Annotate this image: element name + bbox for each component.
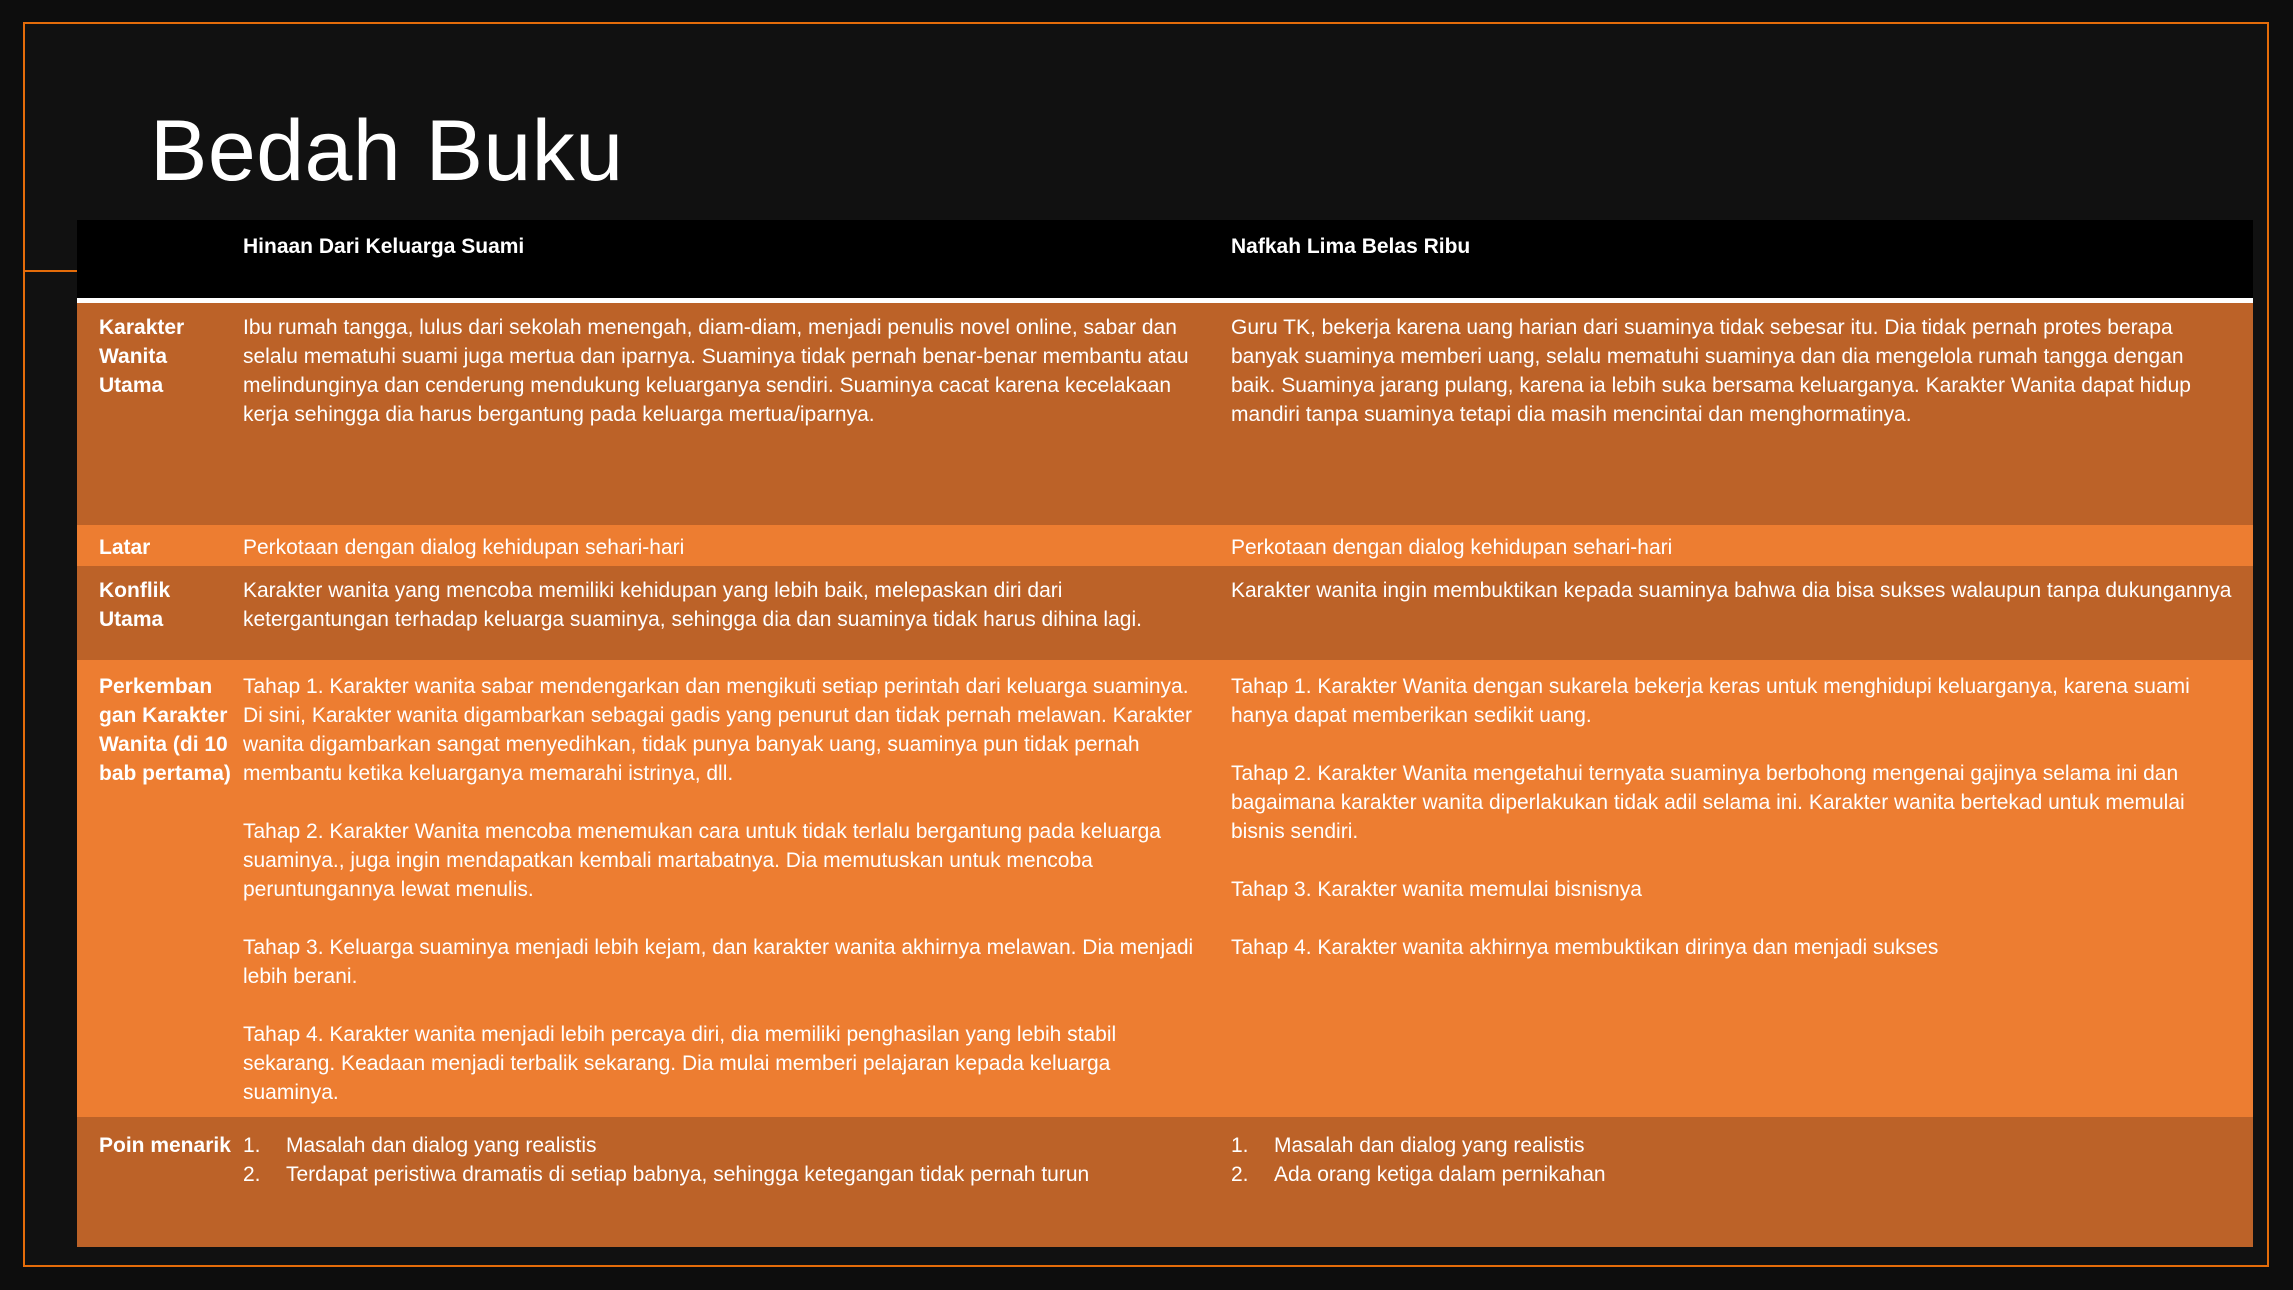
- list-item: [243, 1160, 1211, 1189]
- list-number: 2.: [1231, 1163, 1249, 1186]
- header-book-1: Hinaan Dari Keluarga Suami: [243, 220, 1231, 301]
- table-row: [77, 1117, 2253, 1247]
- header-book-2: Nafkah Lima Belas Ribu: [1231, 220, 2253, 301]
- stage-paragraph: Tahap 4. Karakter wanita menjadi lebih percaya diri, dia memiliki penghasilan yang lebih stabil sekarang. Keadaan menjadi terbalik sekarang. Dia mulai memberi pelajaran kepada keluarga suaminya.: [243, 1023, 1117, 1104]
- row-label-konflik: Konflik Utama: [77, 566, 243, 660]
- row-label-poin: Poin menarik: [77, 1117, 243, 1247]
- title-accent-line: [23, 270, 77, 272]
- points-list: [1231, 1131, 2233, 1189]
- row-label-karakter: Karakter Wanita Utama: [77, 301, 243, 526]
- stage-paragraph: Tahap 1. Karakter wanita sabar mendengarkan dan mengikuti setiap perintah dari keluarga suaminya. Di sini, Karakter wanita digambarkan sebagai gadis yang penurut dan tidak pernah melawan. Karakter wanita digambarkan sangat menyedihkan, tidak punya banyak uang, suaminya pun tidak pernah membantu ketika keluarganya memarahi istrinya, dll.: [243, 675, 1193, 785]
- row-label-perkembangan: Perkemban gan Karakter Wanita (di 10 bab pertama): [77, 660, 243, 1117]
- table-row: [77, 525, 2253, 566]
- list-item: [1231, 1160, 2233, 1189]
- slide-title: Bedah Buku: [150, 103, 624, 199]
- cell-latar-book-2: Perkotaan dengan dialog kehidupan sehari-hari: [1231, 525, 2253, 566]
- list-text: Ada orang ketiga dalam pernikahan: [1274, 1163, 1606, 1186]
- list-text: Masalah dan dialog yang realistis: [1274, 1134, 1585, 1157]
- list-item: [1231, 1131, 2233, 1160]
- cell-karakter-book-1: Ibu rumah tangga, lulus dari sekolah menengah, diam-diam, menjadi penulis novel online, sabar dan selalu mematuhi suami juga mertua dan iparnya. Suaminya tidak pernah benar-benar membantu atau melindunginya dan cenderung mendukung keluarganya sendiri. Suaminya cacat karena kecelakaan kerja sehingga dia harus bergantung pada keluarga mertua/iparnya.: [243, 301, 1231, 526]
- stage-paragraph: Tahap 3. Karakter wanita memulai bisnisnya: [1231, 878, 1642, 901]
- cell-karakter-book-2: Guru TK, bekerja karena uang harian dari suaminya tidak sebesar itu. Dia tidak pernah protes berapa banyak suaminya memberi uang, selalu mematuhi suaminya dan dia mengelola rumah tangga dengan baik. Suaminya jarang pulang, karena ia lebih suka bersama keluarganya. Karakter Wanita dapat hidup mandiri tanpa suaminya tetapi dia masih mencintai dan menghormatinya.: [1231, 301, 2253, 526]
- header-empty: [77, 220, 243, 301]
- list-text: Masalah dan dialog yang realistis: [286, 1134, 597, 1157]
- row-label-latar: Latar: [77, 525, 243, 566]
- stage-paragraph: Tahap 1. Karakter Wanita dengan sukarela bekerja keras untuk menghidupi keluarganya, karena suami hanya dapat memberikan sedikit uang.: [1231, 675, 2190, 727]
- stage-paragraph: Tahap 3. Keluarga suaminya menjadi lebih kejam, dan karakter wanita akhirnya melawan. Dia menjadi lebih berani.: [243, 936, 1194, 988]
- stage-paragraph: Tahap 2. Karakter Wanita mencoba menemukan cara untuk tidak terlalu bergantung pada keluarga suaminya., juga ingin mendapatkan kembali martabatnya. Dia memutuskan untuk mencoba peruntungannya lewat menulis.: [243, 820, 1161, 901]
- cell-konflik-book-2: Karakter wanita ingin membuktikan kepada suaminya bahwa dia bisa sukses walaupun tanpa dukungannya: [1231, 566, 2253, 660]
- list-item: [243, 1131, 1211, 1160]
- cell-poin-book-2: [1231, 1117, 2253, 1247]
- cell-perkembangan-book-2: [1231, 660, 2253, 1117]
- points-list: [243, 1131, 1211, 1189]
- cell-poin-book-1: [243, 1117, 1231, 1247]
- list-number: 1.: [243, 1134, 261, 1157]
- table-row: [77, 660, 2253, 1117]
- table-row: [77, 566, 2253, 660]
- stage-paragraph: Tahap 4. Karakter wanita akhirnya membuktikan dirinya dan menjadi sukses: [1231, 936, 1939, 959]
- cell-latar-book-1: Perkotaan dengan dialog kehidupan sehari-hari: [243, 525, 1231, 566]
- table-row: [77, 301, 2253, 526]
- comparison-table: [77, 220, 2253, 1247]
- list-number: 1.: [1231, 1134, 1249, 1157]
- cell-perkembangan-book-1: [243, 660, 1231, 1117]
- table-header-row: [77, 220, 2253, 301]
- cell-konflik-book-1: Karakter wanita yang mencoba memiliki kehidupan yang lebih baik, melepaskan diri dari ketergantungan terhadap keluarga suaminya, sehingga dia dan suaminya tidak harus dihina lagi.: [243, 566, 1231, 660]
- stage-paragraph: Tahap 2. Karakter Wanita mengetahui ternyata suaminya berbohong mengenai gajinya selama ini dan bagaimana karakter wanita diperlakukan tidak adil selama ini. Karakter wanita bertekad untuk memulai bisnis sendiri.: [1231, 762, 2185, 843]
- list-number: 2.: [243, 1163, 261, 1186]
- list-text: Terdapat peristiwa dramatis di setiap babnya, sehingga ketegangan tidak pernah turun: [286, 1163, 1090, 1186]
